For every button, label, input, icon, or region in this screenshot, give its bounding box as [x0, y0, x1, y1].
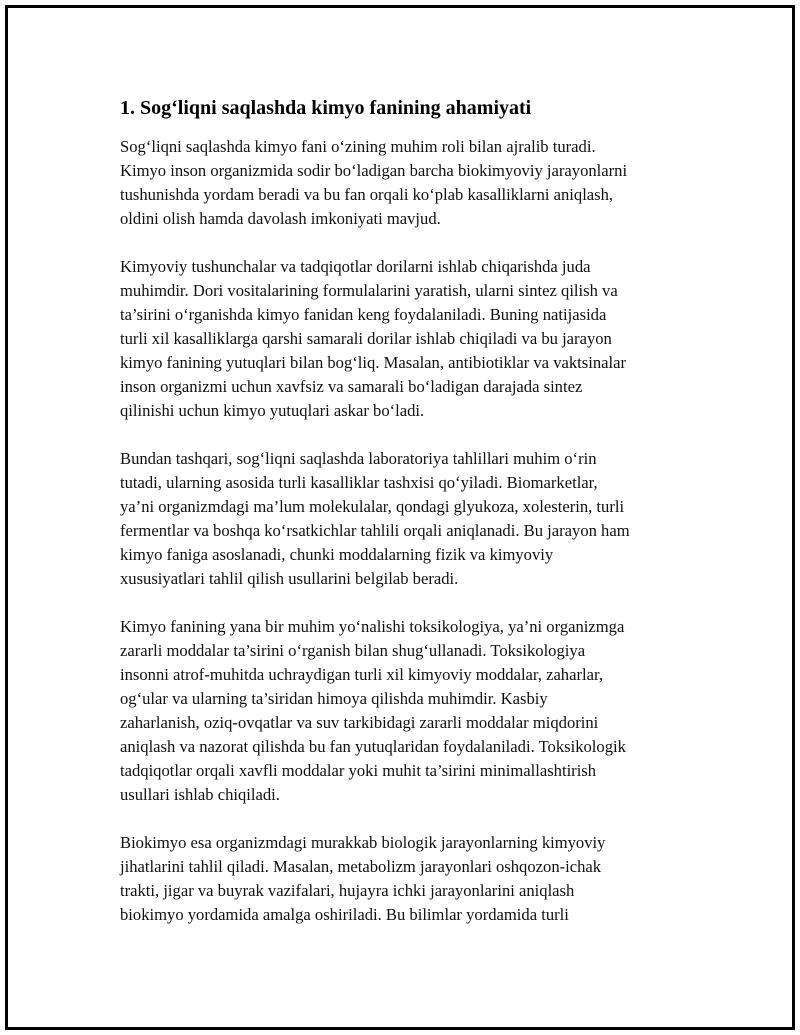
text-line: tadqiqotlar orqali xavfli moddalar yoki muhit ta’sirini minimallashtirish: [120, 761, 597, 780]
paragraph-2: [120, 255, 700, 423]
document-page: [5, 5, 795, 1030]
text-line: Sog‘liqni saqlashda kimyo fani o‘zining muhim roli bilan ajralib turadi.: [120, 137, 596, 156]
paragraph-5: [120, 831, 700, 927]
text-line: Kimyo fanining yana bir muhim yo‘nalishi toksikologiya, ya’ni organizmga: [120, 617, 625, 636]
text-line: muhimdir. Dori vositalarining formulalarini yaratish, ularni sintez qilish va: [120, 281, 618, 300]
text-line: Bundan tashqari, sog‘liqni saqlashda laboratoriya tahlillari muhim o‘rin: [120, 449, 597, 468]
text-line: Biokimyo esa organizmdagi murakkab biologik jarayonlarning kimyoviy: [120, 833, 606, 852]
text-line: tutadi, ularning asosida turli kasalliklar tashxisi qo‘yiladi. Biomarketlar,: [120, 473, 598, 492]
text-line: og‘ular va ularning ta’siridan himoya qilishda muhimdir. Kasbiy: [120, 689, 548, 708]
text-line: biokimyo yordamida amalga oshiriladi. Bu bilimlar yordamida turli: [120, 905, 569, 924]
text-line: xususiyatlari tahlil qilish usullarini belgilab beradi.: [120, 569, 459, 588]
text-line: inson organizmi uchun xavfsiz va samarali bo‘ladigan darajada sintez: [120, 377, 583, 396]
text-line: insonni atrof-muhitda uchraydigan turli xil kimyoviy moddalar, zaharlar,: [120, 665, 603, 684]
document-content: [120, 95, 700, 951]
text-line: Kimyo inson organizmida sodir bo‘ladigan barcha biokimyoviy jarayonlarni: [120, 161, 628, 180]
text-line: ta’sirini o‘rganishda kimyo fanidan keng foydalaniladi. Buning natijasida: [120, 305, 607, 324]
text-line: oldini olish hamda davolash imkoniyati mavjud.: [120, 209, 441, 228]
text-line: zararli moddalar ta’sirini o‘rganish bilan shug‘ullanadi. Toksikologiya: [120, 641, 586, 660]
text-line: ya’ni organizmdagi ma’lum molekulalar, qondagi glyukoza, xolesterin, turli: [120, 497, 625, 516]
text-line: fermentlar va boshqa ko‘rsatkichlar tahlili orqali aniqlanadi. Bu jarayon ham: [120, 521, 630, 540]
text-line: trakti, jigar va buyrak vazifalari, hujayra ichki jarayonlarini aniqlash: [120, 881, 575, 900]
text-line: turli xil kasalliklarga qarshi samarali dorilar ishlab chiqiladi va bu jarayon: [120, 329, 612, 348]
paragraph-3: [120, 447, 700, 591]
section-heading: 1. Sog‘liqni saqlashda kimyo fanining ahamiyati: [120, 97, 532, 119]
text-line: tushunishda yordam beradi va bu fan orqali ko‘plab kasalliklarni aniqlash,: [120, 185, 614, 204]
text-line: aniqlash va nazorat qilishda bu fan yutuqlaridan foydalaniladi. Toksikologik: [120, 737, 626, 756]
text-line: zaharlanish, oziq-ovqatlar va suv tarkibidagi zararli moddalar miqdorini: [120, 713, 599, 732]
paragraph-4: [120, 615, 700, 807]
text-line: usullari ishlab chiqiladi.: [120, 785, 280, 804]
text-line: kimyo fanining yutuqlari bilan bog‘liq. Masalan, antibiotiklar va vaktsinalar: [120, 353, 626, 372]
text-line: Kimyoviy tushunchalar va tadqiqotlar dorilarni ishlab chiqarishda juda: [120, 257, 591, 276]
text-line: qilinishi uchun kimyo yutuqlari askar bo‘ladi.: [120, 401, 425, 420]
text-line: jihatlarini tahlil qiladi. Masalan, metabolizm jarayonlari oshqozon-ichak: [120, 857, 602, 876]
paragraph-1: [120, 135, 700, 231]
text-line: kimyo faniga asoslanadi, chunki moddalarning fizik va kimyoviy: [120, 545, 554, 564]
